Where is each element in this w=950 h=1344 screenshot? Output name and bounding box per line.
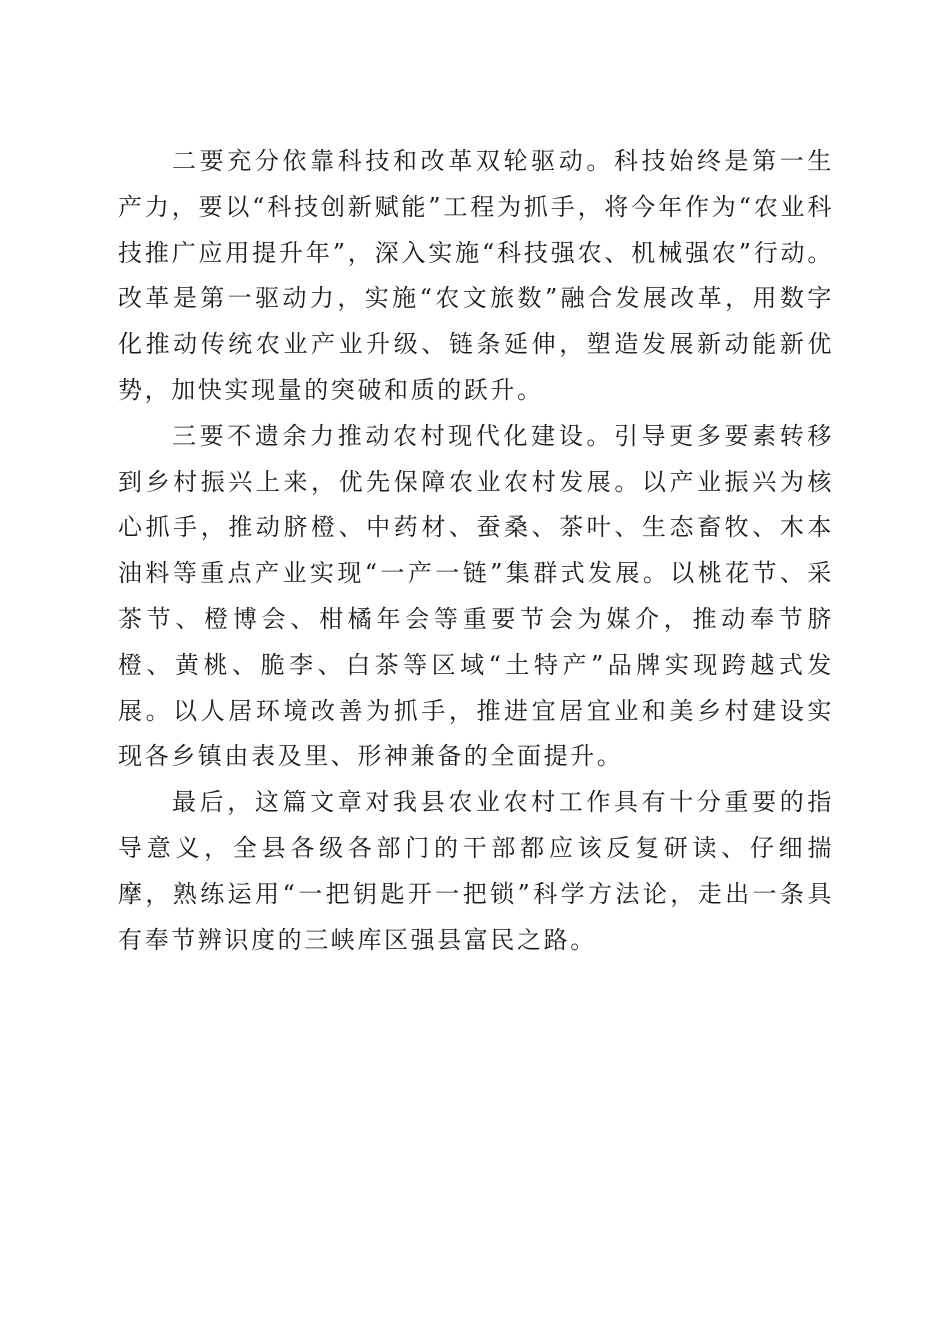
document-body bbox=[118, 139, 834, 963]
paragraph-rural-modernization: 三要不遗余力推动农村现代化建设。引导更多要素转移到乡村振兴上来，优先保障农业农村发展。以产业振兴为核心抓手，推动脐橙、中药材、蚕桑、茶叶、生态畜牧、木本油料等重点产业实现“一产一链”集群式发展。以桃花节、采茶节、橙博会、柑橘年会等重要节会为媒介，推动奉节脐橙、黄桃、脆李、白茶等区域“土特产”品牌实现跨越式发展。以人居环境改善为抓手，推进宜居宜业和美乡村建设实现各乡镇由表及里、形神兼备的全面提升。 bbox=[118, 421, 834, 771]
paragraph-tech-reform: 二要充分依靠科技和改革双轮驱动。科技始终是第一生产力，要以“科技创新赋能”工程为抓手，将今年作为“农业科技推广应用提升年”，深入实施“科技强农、机械强农”行动。改革是第一驱动力，实施“农文旅数”融合发展改革，用数字化推动传统农业产业升级、链条延伸，塑造发展新动能新优势，加快实现量的突破和质的跃升。 bbox=[118, 147, 834, 404]
paragraph-conclusion: 最后，这篇文章对我县农业农村工作具有十分重要的指导意义，全县各级各部门的干部都应该反复研读、仔细揣摩，熟练运用“一把钥匙开一把锁”科学方法论，走出一条具有奉节辨识度的三峡库区强县富民之路。 bbox=[118, 788, 834, 954]
